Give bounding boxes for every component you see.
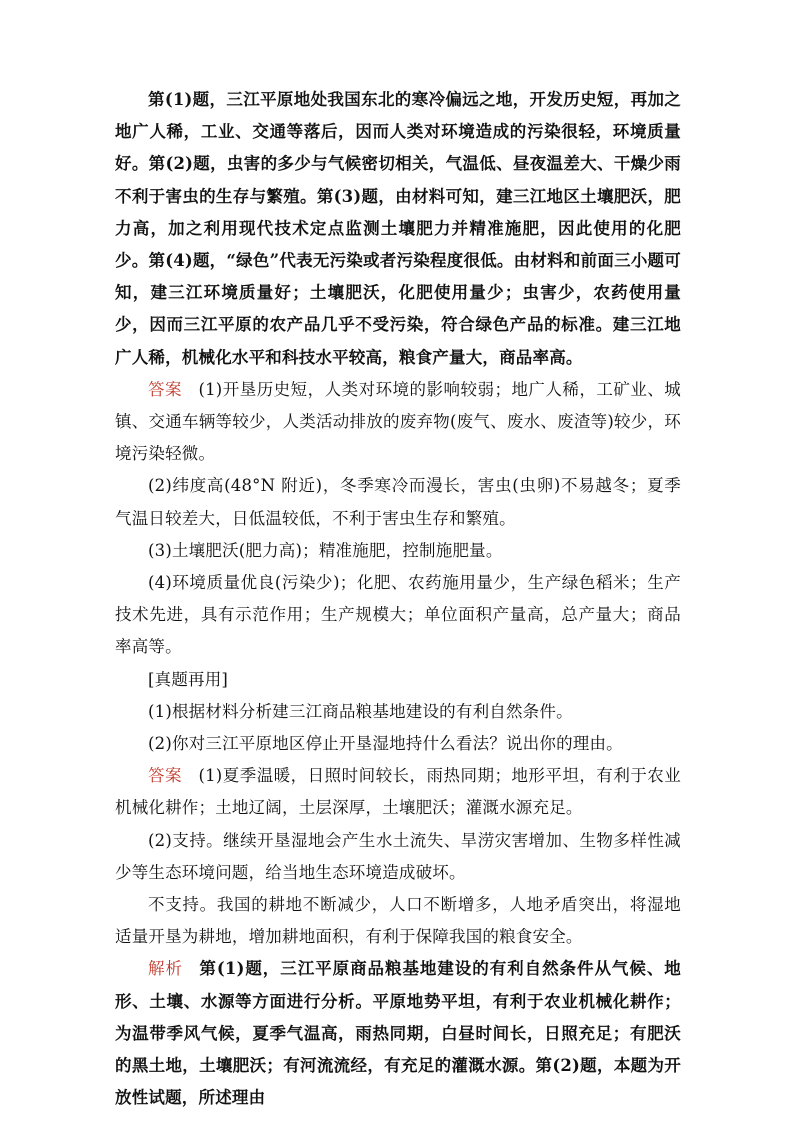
paragraph-text: 第(1)题，三江平原商品粮基地建设的有利自然条件从气候、地形、土壤、水源等方面进行分析。平原地势平坦，有利于农业机械化耕作；为温带季风气候，夏季气温高，雨热同期，白昼时间长，日照充足；有肥沃的黑土地，土壤肥沃；有河流流经，有充足的灌溉水源。第(2)题，本题为开放性试题，所述理由 [115,959,681,1108]
question-1 [115,696,681,728]
document-page [115,84,681,1115]
paragraph-text: (1)开垦历史短，人类对环境的影响较弱；地广人稀，工矿业、城镇、交通车辆等较少，人类活动排放的废弃物(废气、废水、废渣等)较少，环境污染轻微。 [115,379,681,464]
paragraph-text: (2)支持。继续开垦湿地会产生水土流失、旱涝灾害增加、生物多样性减少等生态环境问题，给当地生态环境造成破坏。 [115,830,681,882]
answer-item-support [115,825,681,889]
paragraph-text: (2)纬度高(48°N 附近)，冬季寒冷而漫长，害虫(虫卵)不易越冬；夏季气温日较差大，日低温较低，不利于害虫生存和繁殖。 [115,476,681,528]
paragraph-text: (2)你对三江平原地区停止开垦湿地持什么看法？说出你的理由。 [148,734,623,754]
paragraph-text: 不支持。我国的耕地不断减少，人口不断增多，人地矛盾突出，将湿地适量开垦为耕地，增加耕地面积，有利于保障我国的粮食安全。 [115,895,681,947]
analysis-paragraph-1 [115,84,681,374]
section-heading [115,664,681,696]
analysis-label: 解析 [148,959,183,979]
answer-paragraph-1 [115,374,681,471]
paragraph-text: (4)环境质量优良(污染少)；化肥、农药施用量少，生产绿色稻米；生产技术先进，具有示范作用；生产规模大；单位面积产量高，总产量大；商品率高等。 [115,573,681,657]
answer-item-3 [115,535,681,567]
answer-label: 答案 [148,379,182,399]
paragraph-text: (1)根据材料分析建三江商品粮基地建设的有利自然条件。 [148,701,573,721]
answer-item-4 [115,567,681,664]
paragraph-text: 第(1)题，三江平原地处我国东北的寒冷偏远之地，开发历史短，再加之地广人稀，工业、交通等落后，因而人类对环境造成的污染很轻，环境质量好。第(2)题，虫害的多少与气候密切相关，气温低、昼夜温差大、干燥少雨不利于害虫的生存与繁殖。第(3)题，由材料可知，建三江地区土壤肥沃，肥力高，加之利用现代技术定点监测土壤肥力并精准施肥，因此使用的化肥少。第(4)题，“绿色”代表无污染或者污染程度很低。由材料和前面三小题可知，建三江环境质量好；土壤肥沃，化肥使用量少；虫害少，农药使用量少，因而三江平原的农产品几乎不受污染，符合绿色产品的标准。建三江地广人稀，机械化水平和科技水平较高，粮食产量大，商品率高。 [115,90,681,367]
answer-paragraph-2 [115,760,681,824]
answer-item-oppose [115,889,681,953]
paragraph-text: [真题再用] [148,669,229,689]
analysis-paragraph-2 [115,953,681,1114]
answer-label: 答案 [148,766,182,786]
answer-item-2 [115,470,681,534]
paragraph-text: (1)夏季温暖，日照时间较长，雨热同期；地形平坦，有利于农业机械化耕作；土地辽阔，土层深厚，土壤肥沃；灌溉水源充足。 [115,766,681,818]
paragraph-text: (3)土壤肥沃(肥力高)；精准施肥，控制施肥量。 [148,540,503,560]
question-2 [115,728,681,760]
